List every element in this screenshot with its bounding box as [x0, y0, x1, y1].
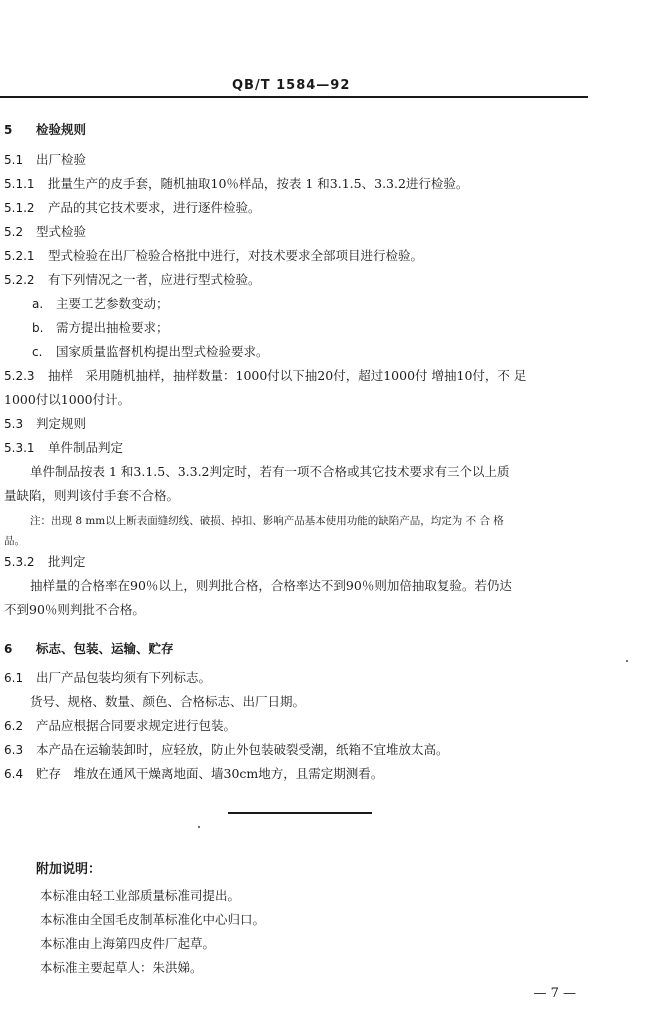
header-rule	[0, 96, 588, 98]
appendix-line: 本标准由上海第四皮件厂起草。	[40, 936, 216, 951]
clause-5-3-1: 5.3.1 单件制品判定	[4, 440, 124, 455]
clause-5-3-1-body-continued: 量缺陷，则判该付手套不合格。	[4, 488, 180, 503]
clause-6-1-markings: 货号、规格、数量、颜色、合格标志、出厂日期。	[30, 694, 306, 709]
clause-5-2-1: 5.2.1 型式检验在出厂检验合格批中进行，对技术要求全部项目进行检验。	[4, 248, 424, 263]
clause-6-1: 6.1 出厂产品包装均须有下列标志。	[4, 670, 212, 685]
clause-5-1-2: 5.1.2 产品的其它技术要求，进行逐件检验。	[4, 200, 261, 215]
clause-5-1: 5.1 出厂检验	[4, 152, 87, 167]
clause-5-3-2-body-continued: 不到90％则判批不合格。	[4, 602, 145, 617]
clause-6-3: 6.3 本产品在运输装卸时，应轻放，防止外包装破裂受潮，纸箱不宜堆放太高。	[4, 742, 449, 757]
list-item: b. 需方提出抽检要求；	[32, 320, 169, 335]
appendix-title: 附加说明：	[36, 862, 102, 877]
clause-5-3-2-body: 抽样量的合格率在90％以上，则判批合格，合格率达不到90％则加倍抽取复验。若仍达	[30, 578, 512, 593]
standard-code: QB/T 1584—92	[232, 78, 351, 93]
section-5-heading: 5 检验规则	[4, 122, 87, 137]
clause-6-4: 6.4 贮存 堆放在通风干燥离地面、墙30cm地方，且需定期测看。	[4, 766, 384, 781]
note-text-continued: 品。	[4, 535, 25, 547]
scan-speck	[198, 826, 200, 828]
clause-5-3-1-body: 单件制品按表 1 和3.1.5、3.3.2判定时，若有一项不合格或其它技术要求有三个以上质	[30, 464, 510, 479]
note-text: 注：出现 8 mm以上断表面缝纫线、破损、掉扣、影响产品基本使用功能的缺陷产品，均定为 不 合 格	[30, 515, 504, 527]
appendix-line: 本标准由全国毛皮制革标准化中心归口。	[40, 912, 266, 927]
list-item: a. 主要工艺参数变动；	[32, 296, 169, 311]
section-6-heading: 6 标志、包装、运输、贮存	[4, 641, 174, 656]
page-number: — 7 —	[533, 986, 576, 1001]
clause-5-3: 5.3 判定规则	[4, 416, 87, 431]
clause-5-2-2: 5.2.2 有下列情况之一者，应进行型式检验。	[4, 272, 261, 287]
clause-5-3-2: 5.3.2 批判定	[4, 554, 86, 569]
appendix-line: 本标准主要起草人：朱洪娣。	[40, 960, 203, 975]
clause-5-2: 5.2 型式检验	[4, 224, 87, 239]
list-item: c. 国家质量监督机构提出型式检验要求。	[32, 344, 269, 359]
clause-5-2-3-continued: 1000付以1000付计。	[4, 392, 131, 407]
appendix-line: 本标准由轻工业部质量标准司提出。	[40, 888, 241, 903]
clause-5-2-3: 5.2.3 抽样 采用随机抽样，抽样数量：1000付以下抽20付，超过1000付 增抽10付，不 足	[4, 368, 527, 383]
scan-speck	[626, 660, 628, 662]
end-of-text-rule	[228, 812, 372, 814]
clause-6-2: 6.2 产品应根据合同要求规定进行包装。	[4, 718, 237, 733]
clause-5-1-1: 5.1.1 批量生产的皮手套，随机抽取10％样品，按表 1 和3.1.5、3.3.2进行检验。	[4, 176, 469, 191]
